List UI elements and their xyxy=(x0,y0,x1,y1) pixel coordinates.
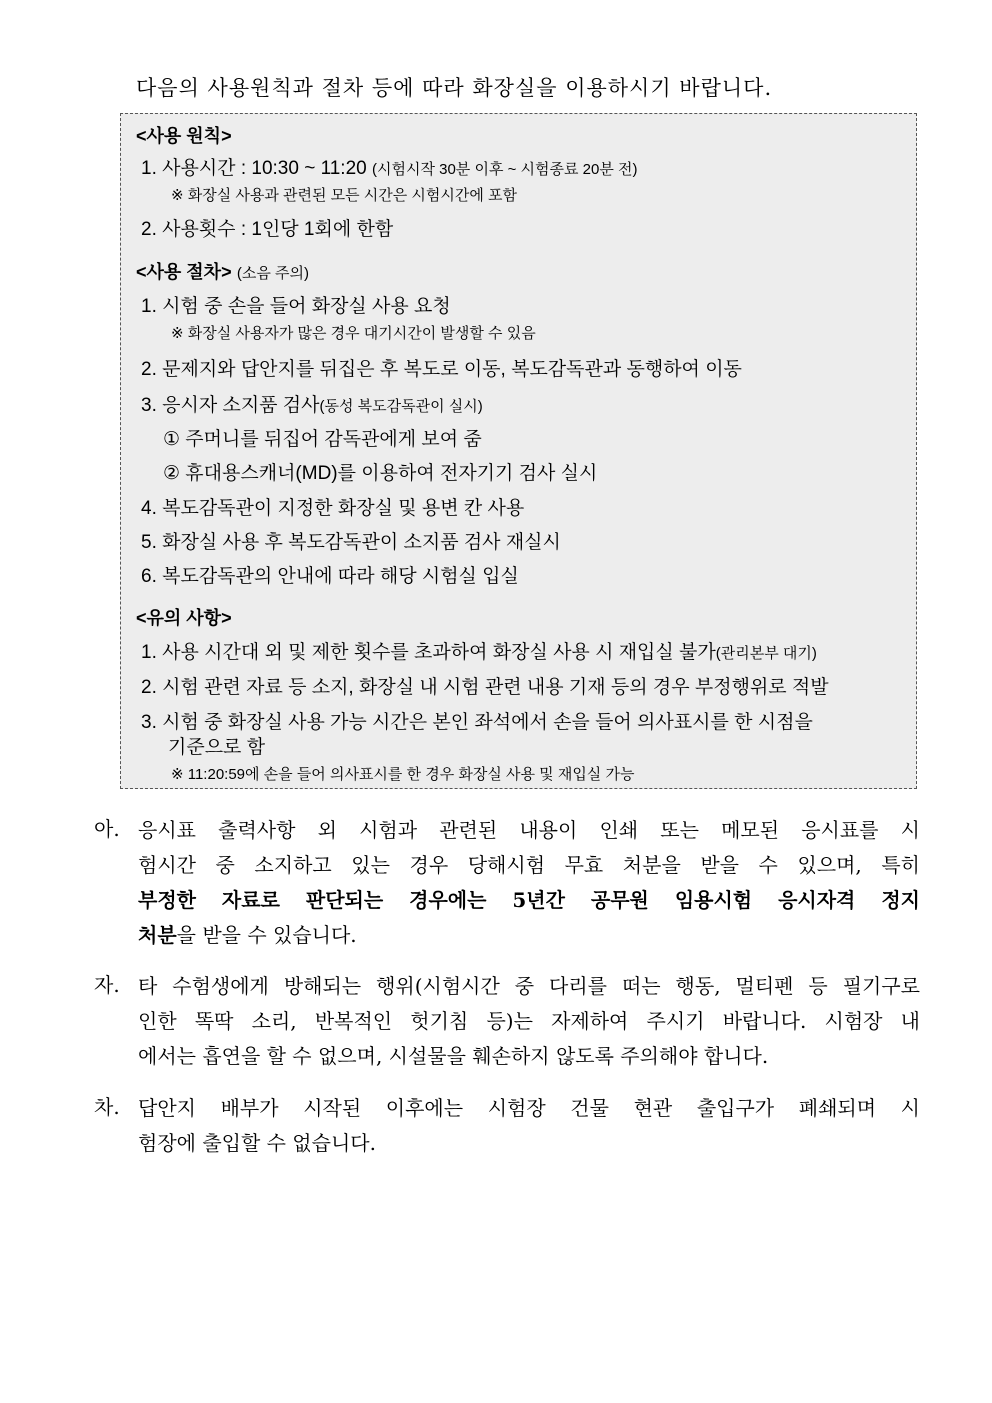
paragraph-a-line-3: 부정한 자료로 판단되는 경우에는 5년간 공무원 임용시험 응시자격 정지 xyxy=(138,888,920,912)
paragraph-b-marker: 자. xyxy=(94,973,120,997)
caution-item-3-line-2: 기준으로 함 xyxy=(168,737,266,758)
caution-item-1-main: 1. 사용 시간대 외 및 제한 횟수를 초과하여 화장실 사용 시 재입실 불가 xyxy=(141,642,716,663)
paragraph-a-line-2: 험시간 중 소지하고 있는 경우 당해시험 무효 처분을 받을 수 있으며, 특히 xyxy=(138,853,920,877)
caution-item-3-note: ※ 11:20:59에 손을 들어 의사표시를 한 경우 화장실 사용 및 재입실 가능 xyxy=(171,766,635,783)
procedure-item-1-note: ※ 화장실 사용자가 많은 경우 대기시간이 발생할 수 있음 xyxy=(171,325,536,342)
paragraph-a-text xyxy=(138,813,920,953)
procedure-heading xyxy=(136,258,309,284)
paragraph-c-line-2: 험장에 출입할 수 없습니다. xyxy=(138,1131,376,1155)
restroom-rules-box xyxy=(120,113,917,789)
rule-item-1-note: ※ 화장실 사용과 관련된 모든 시간은 시험시간에 포함 xyxy=(171,187,518,204)
paragraph-c-marker: 차. xyxy=(94,1095,120,1119)
paragraph-a-line-4-rest: 을 받을 수 있습니다. xyxy=(176,923,357,947)
procedure-item-6: 6. 복도감독관의 안내에 따라 해당 시험실 입실 xyxy=(141,566,519,587)
paragraph-a-line-4-bold: 처분 xyxy=(138,923,177,947)
paragraph-b-line-3: 에서는 흡연을 할 수 없으며, 시설물을 훼손하지 않도록 주의해야 합니다. xyxy=(138,1044,769,1068)
paragraph-c-line-1: 답안지 배부가 시작된 이후에는 시험장 건물 현관 출입구가 폐쇄되며 시 xyxy=(138,1096,920,1120)
caution-item-2: 2. 시험 관련 자료 등 소지, 화장실 내 시험 관련 내용 기재 등의 경우 부정행위로 적발 xyxy=(141,677,829,698)
paragraph-b xyxy=(94,969,920,1074)
paragraph-b-line-2: 인한 똑딱 소리, 반복적인 헛기침 등)는 자제하여 주시기 바랍니다. 시험장 내 xyxy=(138,1009,920,1033)
procedure-item-3 xyxy=(141,390,483,417)
rule-item-1 xyxy=(141,153,638,180)
procedure-item-4: 4. 복도감독관이 지정한 화장실 및 용변 칸 사용 xyxy=(141,498,525,519)
paragraph-a-line-4 xyxy=(138,918,920,953)
rule-item-2: 2. 사용횟수 : 1인당 1회에 한함 xyxy=(141,219,394,240)
paragraph-a-line-1: 응시표 출력사항 외 시험과 관련된 내용이 인쇄 또는 메모된 응시표를 시 xyxy=(138,818,920,842)
paragraph-b-line-1: 타 수험생에게 방해되는 행위(시험시간 중 다리를 떠는 행동, 멀티펜 등 필기구로 xyxy=(138,974,920,998)
procedure-heading-label: <사용 절차> xyxy=(136,262,232,282)
caution-item-1-detail: (관리본부 대기) xyxy=(715,645,817,662)
procedure-heading-note: (소음 주의) xyxy=(236,265,309,282)
procedure-item-3-main: 3. 응시자 소지품 검사 xyxy=(141,395,320,416)
paragraph-c-text xyxy=(138,1091,920,1161)
paragraph-a-marker: 아. xyxy=(94,817,120,841)
procedure-item-3a: ① 주머니를 뒤집어 감독관에게 보여 줌 xyxy=(163,429,482,450)
intro-text: 다음의 사용원칙과 절차 등에 따라 화장실을 이용하시기 바랍니다. xyxy=(136,76,773,100)
procedure-item-2: 2. 문제지와 답안지를 뒤집은 후 복도로 이동, 복도감독관과 동행하여 이동 xyxy=(141,359,742,380)
paragraph-a xyxy=(94,813,920,953)
rule-item-1-main: 1. 사용시간 : 10:30 ~ 11:20 xyxy=(141,158,367,179)
caution-item-3-line-1: 3. 시험 중 화장실 사용 가능 시간은 본인 좌석에서 손을 들어 의사표시를 한 시점을 xyxy=(141,712,813,733)
procedure-item-5: 5. 화장실 사용 후 복도감독관이 소지품 검사 재실시 xyxy=(141,532,561,553)
rules-heading: <사용 원칙> xyxy=(136,126,232,146)
procedure-item-3-detail: (동성 복도감독관이 실시) xyxy=(319,398,483,415)
procedure-item-3b: ② 휴대용스캐너(MD)를 이용하여 전자기기 검사 실시 xyxy=(163,463,598,484)
caution-item-1 xyxy=(141,637,817,664)
paragraph-b-text xyxy=(138,969,920,1074)
procedure-item-1: 1. 시험 중 손을 들어 화장실 사용 요청 xyxy=(141,296,451,317)
caution-heading: <유의 사항> xyxy=(136,608,232,628)
paragraph-c xyxy=(94,1091,920,1161)
rule-item-1-detail: (시험시작 30분 이후 ~ 시험종료 20분 전) xyxy=(372,161,638,178)
